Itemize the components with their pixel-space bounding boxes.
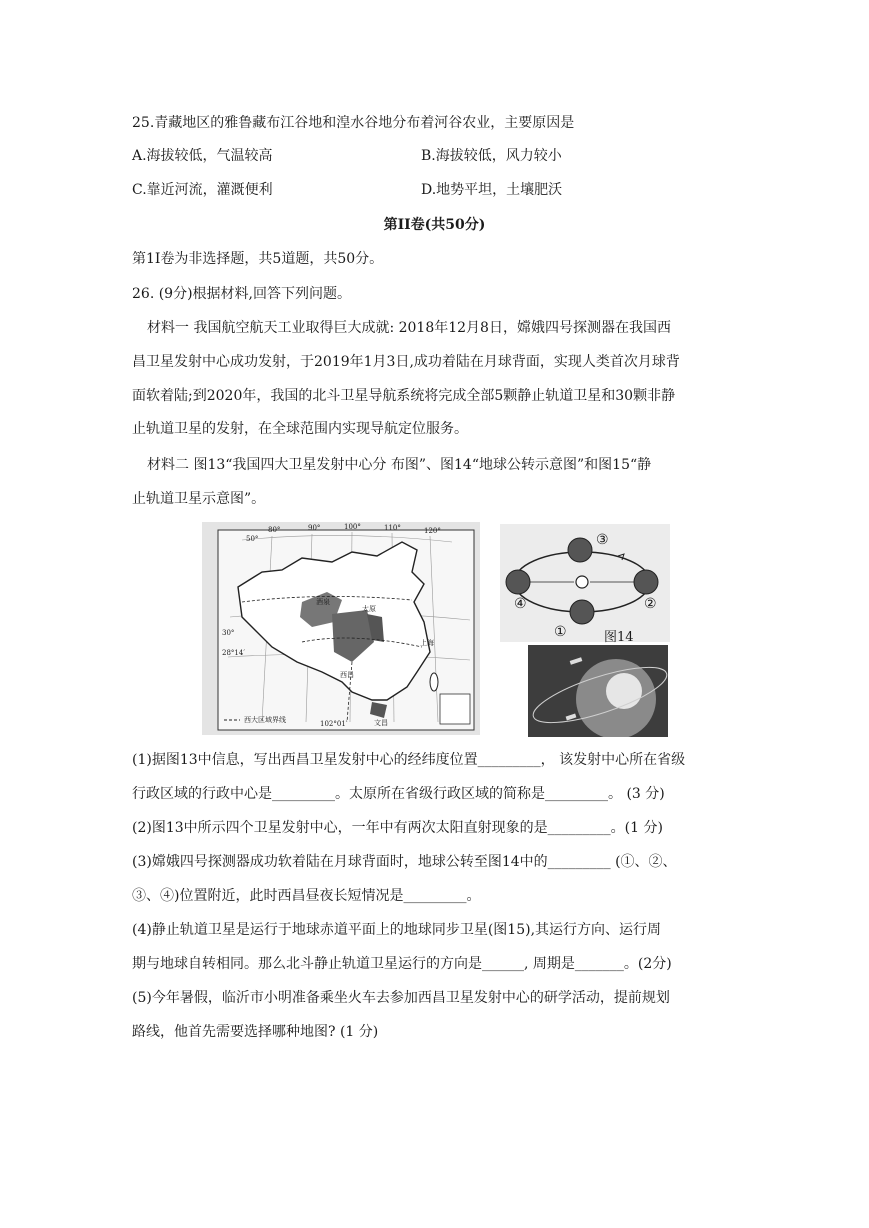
map-site-taiyuan: 太原 (362, 605, 376, 613)
question-line: (2)图13中所示四个卫星发射中心，一年中有两次太阳直射现象的是_________。(1 分) (132, 820, 663, 836)
map-site-jiuquan: 酒泉 (316, 598, 330, 606)
map-lat-label: 28°14′ (222, 649, 245, 657)
question-line: (4)静止轨道卫星是运行于地球赤道平面上的地球同步卫星(图15),其运行方向、运行周 (132, 922, 662, 938)
map-site-xichang: 西昌 (340, 671, 354, 679)
orbit-position-2: ② (644, 596, 657, 612)
figure-14-orbit (500, 524, 670, 642)
china-map-image (202, 522, 480, 735)
q25-stem: 25.青藏地区的雅鲁藏布江谷地和湟水谷地分布着河谷农业，主要原因是 (132, 115, 575, 131)
section-intro: 第1I卷为非选择题，共5道题，共50分。 (132, 251, 384, 267)
question-line: (5)今年暑假，临沂市小明准备乘坐火车去参加西昌卫星发射中心的研学活动，提前规划 (132, 990, 670, 1006)
map-lat-label: 30° (222, 629, 235, 637)
q25-option-b: B.海拔较低，风力较小 (421, 148, 562, 164)
q25-option-a: A.海拔较低，气温较高 (132, 148, 273, 164)
map-lon-label: 120° (424, 527, 441, 535)
map-lon-label: 80° (268, 526, 281, 534)
question-line: 行政区域的行政中心是_________。太原所在省级行政区域的简称是_________。 (3 分) (132, 786, 665, 802)
map-lon-label: 100° (344, 523, 361, 531)
question-line: ③、④)位置附近，此时西昌昼夜长短情况是_________。 (132, 888, 481, 904)
orbit-position-4: ④ (514, 596, 527, 612)
map-legend-label: 西大区域界线 (244, 716, 286, 724)
orbit-position-1: ① (554, 624, 567, 640)
material1-line: 材料一 我国航空航天工业取得巨大成就: 2018年12月8日，嫦娥四号探测器在我国西 (147, 320, 671, 336)
q25-option-d: D.地势平坦，土壤肥沃 (421, 182, 563, 198)
figure-13-map (202, 522, 480, 735)
map-lon-label: 90° (308, 524, 321, 532)
material2-line: 材料二 图13“我国四大卫星发射中心分 布图”、图14“地球公转示意图”和图15“静 (147, 457, 652, 473)
question-line: (1)据图13中信息，写出西昌卫星发射中心的经纬度位置_________， 该发射中心所在省级 (132, 752, 686, 768)
orbit-position-3: ③ (596, 532, 609, 548)
map-lat-label: 50° (246, 535, 259, 543)
q26-stem: 26. (9分)根据材料,回答下列问题。 (132, 286, 351, 302)
question-line: 路线，他首先需要选择哪种地图? (1 分) (132, 1024, 379, 1040)
question-line: (3)嫦娥四号探测器成功软着陆在月球背面时，地球公转至图14中的_________ (①、②、 (132, 854, 677, 870)
section-title: 第II卷(共50分) (383, 217, 486, 233)
material1-line: 昌卫星发射中心成功发射，于2019年1月3日,成功着陆在月球背面，实现人类首次月球背 (132, 354, 680, 370)
figure-15-satellite-photo (528, 645, 668, 737)
map-site-wenchang: 文昌 (374, 719, 388, 727)
material2-line: 止轨道卫星示意图”。 (132, 491, 266, 507)
map-lon-mark: 102°01′ (320, 720, 348, 728)
satellite-image (528, 645, 668, 737)
question-line: 期与地球自转相同。那么北斗静止轨道卫星运行的方向是______, 周期是_______。(2分) (132, 956, 672, 972)
material1-line: 面软着陆;到2020年，我国的北斗卫星导航系统将完成全部5颗静止轨道卫星和30颗非静 (132, 388, 676, 404)
map-lon-label: 110° (384, 524, 401, 532)
orbit-diagram (500, 524, 670, 642)
map-city-shanghai: 上海 (420, 639, 434, 647)
q25-option-c: C.靠近河流，灌溉便利 (132, 182, 273, 198)
material1-line: 止轨道卫星的发射，在全球范围内实现导航定位服务。 (132, 421, 468, 437)
figure-14-caption: 图14 (604, 630, 634, 645)
